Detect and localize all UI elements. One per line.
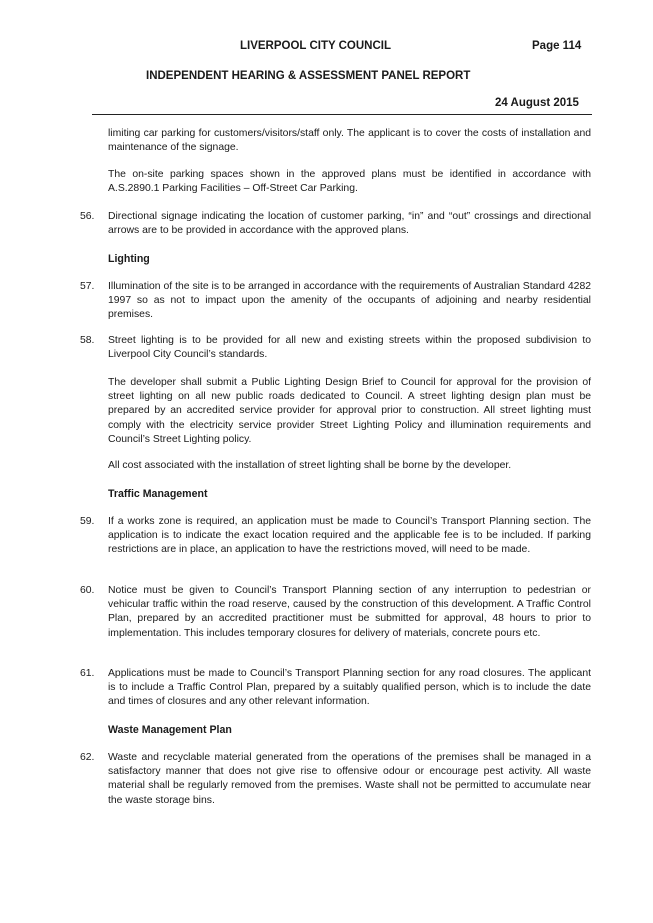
condition-number-60: 60. bbox=[80, 585, 95, 596]
condition-58-paragraph-3: All cost associated with the installation of street lighting shall be borne by the developer. bbox=[108, 460, 512, 471]
condition-number-56: 56. bbox=[80, 211, 95, 222]
heading-waste-management-plan: Waste Management Plan bbox=[108, 724, 232, 736]
condition-number-57: 57. bbox=[80, 281, 95, 292]
condition-number-62: 62. bbox=[80, 752, 95, 763]
condition-number-61: 61. bbox=[80, 668, 95, 679]
condition-57: Illumination of the site is to be arranged in accordance with the requirements of Australian Standard 4282 1997 so as not to impact upon the amenity of the occupants of adjoining and nearby residential premises. bbox=[108, 281, 591, 321]
header-rule bbox=[92, 114, 592, 115]
heading-lighting: Lighting bbox=[108, 253, 150, 265]
condition-59: If a works zone is required, an application must be made to Council’s Transport Planning section. The application is to indicate the exact location required and the applicable fee is to be included. If parking restrictions are in place, an application to have the restrictions moved, will need to be made. bbox=[108, 516, 591, 556]
heading-traffic-management: Traffic Management bbox=[108, 488, 208, 500]
paragraph-continued-1: limiting car parking for customers/visitors/staff only. The applicant is to cover the costs of installation and maintenance of the signage. bbox=[108, 128, 591, 154]
condition-56: Directional signage indicating the location of customer parking, “in” and “out” crossings and directional arrows are to be provided in accordance with the approved plans. bbox=[108, 211, 591, 237]
condition-58: Street lighting is to be provided for all new and existing streets within the proposed subdivision to Liverpool City Council’s standards. bbox=[108, 335, 591, 361]
condition-62: Waste and recyclable material generated from the operations of the premises shall be managed in a satisfactory manner that does not give rise to offensive odour or encourage pest activity. All waste material shall be regularly removed from the premises. Waste shall not be permitted to accumulate near the waste storage bins. bbox=[108, 752, 591, 806]
report-title: INDEPENDENT HEARING & ASSESSMENT PANEL REPORT bbox=[146, 70, 471, 82]
report-date: 24 August 2015 bbox=[495, 97, 579, 109]
condition-number-58: 58. bbox=[80, 335, 95, 346]
condition-number-59: 59. bbox=[80, 516, 95, 527]
page-number: Page 114 bbox=[532, 40, 582, 52]
condition-61: Applications must be made to Council’s Transport Planning section for any road closures. The applicant is to include a Traffic Control Plan, prepared by a suitably qualified person, which is to include the date and times of closures and any other relevant information. bbox=[108, 668, 591, 708]
council-name: LIVERPOOL CITY COUNCIL bbox=[240, 40, 392, 52]
condition-58-paragraph-2: The developer shall submit a Public Lighting Design Brief to Council for approval for the provision of street lighting on all new public roads dedicated to Council. A street lighting design plan must be prepared by an accredited service provider for approval prior to construction. All street lighting must comply with the electricity service provider Street Lighting Policy and illumination requirements and Council’s Street Lighting policy. bbox=[108, 377, 591, 445]
paragraph-continued-2: The on-site parking spaces shown in the approved plans must be identified in accordance with A.S.2890.1 Parking Facilities – Off-Street Car Parking. bbox=[108, 169, 591, 195]
condition-60: Notice must be given to Council’s Transport Planning section of any interruption to pedestrian or vehicular traffic within the road reserve, caused by the construction of this development. A Traffic Control Plan, prepared by an accredited practitioner must be submitted for approval, 48 hours to prior to implementation. This includes temporary closures for delivery of materials, concrete pours etc. bbox=[108, 585, 591, 639]
